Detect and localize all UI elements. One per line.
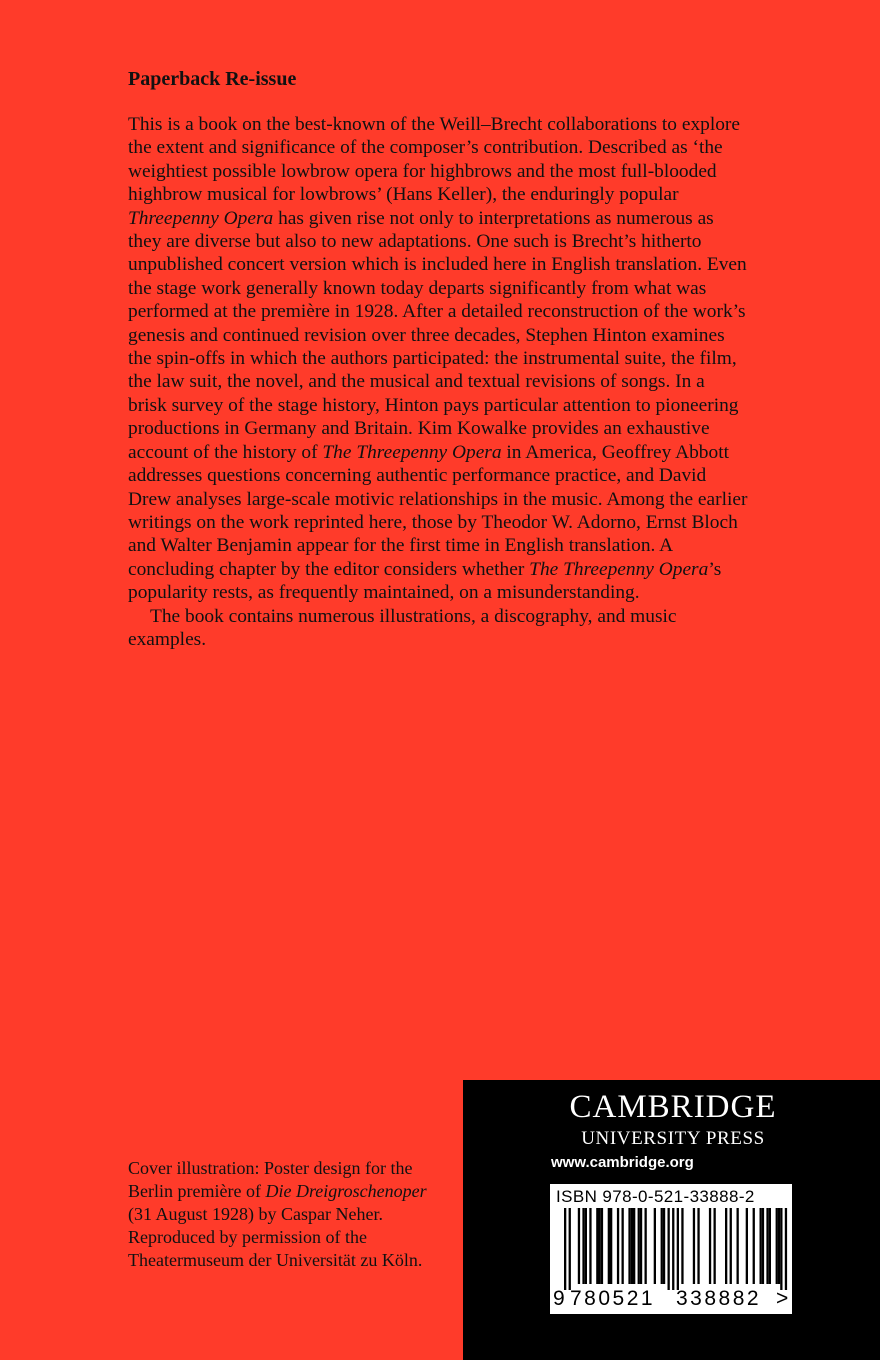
barcode-bar [668,1208,670,1290]
barcode-bar [714,1208,716,1284]
barcode-bar [589,1208,591,1284]
barcode-bar [672,1208,674,1290]
publisher-name: CAMBRIDGE [569,1089,777,1125]
publisher-url: www.cambridge.org [551,1154,694,1171]
blurb-title-italic: Threepenny Opera [128,207,274,229]
barcode-bar [709,1208,711,1284]
barcode-bar [769,1208,771,1284]
publisher-subtitle: UNIVERSITY PRESS [581,1128,765,1149]
blurb-text-segment: has given rise not only to interpretations as numerous as they are diverse but also to new adaptations. One such is Brecht’s hitherto unpublished concert version which is included here in English translation. Even the stage work generally known today departs significantly from what was performed at the première in 1928. After a detailed reconstruction of the work’s genesis and continued revision over three decades, Stephen Hinton examines the spin-offs in which the authors participated: the instrumental suite, the film, the law suit, the novel, and the musical and textual revisions of songs. In a brisk survey of the stage history, Hinton pays particular attention to pioneering productions in Germany and Britain. Kim Kowalke provides an exhaustive account of the history of [128,207,747,463]
barcode-bar [582,1208,584,1284]
barcode-bar [578,1208,580,1284]
barcode-left-group: 780521 [570,1287,656,1310]
barcode-bar [622,1208,624,1284]
blurb-paragraph-2: The book contains numerous illustrations, a discography, and music examples. [128,605,677,650]
barcode-bar [638,1208,640,1284]
barcode-bar [617,1208,619,1284]
barcode-bar [785,1208,787,1290]
barcode-bar [693,1208,695,1284]
barcode-bar [746,1208,748,1284]
barcode-bar [596,1208,598,1284]
blurb-text-segment: ’s popularity rests, as frequently maintained, on a misunderstanding. [128,558,722,604]
barcode-icon [550,1208,792,1290]
barcode-box [550,1184,792,1314]
barcode-digits [550,1286,792,1312]
barcode-bar [762,1208,764,1284]
barcode-right-group: 338882 [676,1287,762,1310]
barcode-bar [633,1208,635,1284]
caption-title-italic: Die Dreigroschenoper [265,1181,427,1201]
barcode-bar [569,1208,571,1290]
publisher-panel [463,1080,880,1360]
barcode-bar [753,1208,755,1284]
barcode-arrow: > [776,1287,789,1310]
barcode-bar [628,1208,630,1284]
blurb-title-italic: The Threepenny Opera [529,558,709,580]
barcode-bar [564,1208,566,1290]
barcode-bar [610,1208,612,1284]
barcode-bar [730,1208,732,1284]
barcode-bar [697,1208,699,1284]
caption-text-segment: Cover illustration: Poster design for the Berlin première of [128,1158,413,1201]
barcode-bar [766,1208,768,1284]
barcode-bar [760,1208,762,1284]
blurb-text [128,113,748,651]
barcode-bar [599,1208,601,1284]
caption-text-segment: (31 August 1928) by Caspar Neher. Reproduced by permission of the Theatermuseum der Universität zu Köln. [128,1204,423,1270]
barcode-first-digit: 9 [553,1287,565,1310]
blurb-text-segment: This is a book on the best-known of the Weill–Brecht collaborations to explore the extent and significance of the composer’s contribution. Described as ‘the weightiest possible lowbrow opera for highbrows and the most full-blooded highbrow musical for lowbrows’ (Hans Keller), the enduringly popular [128,114,740,206]
barcode-bar [681,1208,683,1284]
barcode-bar [645,1208,647,1284]
barcode-bar [654,1208,656,1284]
barcode-bar [663,1208,665,1284]
barcode-bar [585,1208,587,1284]
barcode-bar [631,1208,633,1284]
blurb-paragraph-1 [128,113,748,605]
barcode-bar [725,1208,727,1284]
blurb-text-segment: in America, Geoffrey Abbott addresses questions concerning authentic performance practice, and David Drew analyses large-scale motivic relationships in the music. Among the earlier writings on the work reprinted here, those by Theodor W. Adorno, Ernst Bloch and Walter Benjamin appear for the first time in English translation. A concluding chapter by the editor considers whether [128,441,748,580]
barcode-bar [778,1208,780,1284]
barcode-bar [601,1208,603,1284]
barcode-bar [780,1208,782,1290]
barcode-bar [608,1208,610,1284]
barcode-bar [776,1208,778,1284]
isbn-label: ISBN 978-0-521-33888-2 [556,1187,755,1206]
heading-paperback-reissue: Paperback Re-issue [128,68,297,90]
barcode-bar [677,1208,679,1290]
cover-illustration-caption [128,1157,448,1272]
barcode-bar [661,1208,663,1284]
barcode-bar [640,1208,642,1284]
blurb-title-italic: The Threepenny Opera [322,441,502,463]
barcode-bar [737,1208,739,1284]
